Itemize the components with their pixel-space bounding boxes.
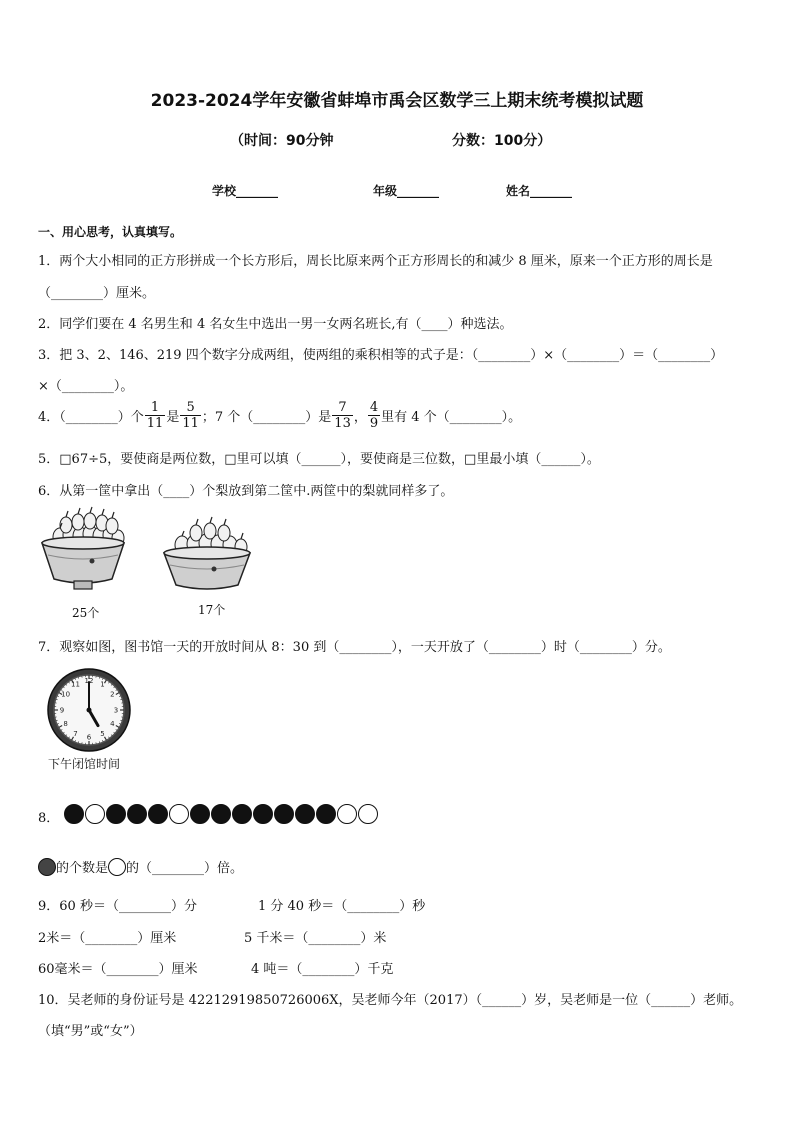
question-4-part-2: 是	[166, 410, 180, 425]
white-circle-icon	[358, 804, 378, 824]
question-9-c: 2米＝（________）厘米	[38, 931, 177, 946]
question-5: 5．□67÷5，要使商是两位数，□里可以填（______），要使商是三位数，□里最小填（______）。	[38, 452, 600, 467]
black-circle-icon	[274, 804, 294, 824]
svg-text:7: 7	[73, 729, 78, 738]
white-circle-icon	[337, 804, 357, 824]
question-3-line-1: 3．把 3、2、146、219 四个数字分成两组，使两组的乘积相等的式子是：（________）×（________）＝（________）	[38, 348, 724, 363]
basket-2-icon	[164, 517, 250, 589]
question-9-b: 1 分 40 秒＝（________）秒	[258, 899, 426, 914]
basket-1-icon	[42, 507, 124, 589]
svg-text:6: 6	[86, 733, 92, 742]
fraction-1-11	[145, 400, 166, 431]
name-field: 姓名_______	[506, 184, 573, 198]
black-circle-icon	[190, 804, 210, 824]
black-circle-icon	[106, 804, 126, 824]
question-4-part-5: 里有 4 个（________）。	[381, 410, 522, 425]
fraction-7-13	[332, 400, 353, 431]
question-9-d: 5 千米＝（________）米	[244, 931, 387, 946]
black-circle-icon	[148, 804, 168, 824]
exam-time: （时间：90分钟	[230, 133, 334, 149]
svg-text:3: 3	[113, 706, 119, 715]
question-4-part-3: ；7 个（________）是	[201, 410, 332, 425]
fraction-4-9	[368, 400, 380, 431]
question-7: 7．观察如图，图书馆一天的开放时间从 8：30 到（________），一天开放了（________）时（________）分。	[38, 640, 671, 655]
section-heading: 一、用心思考，认真填写。	[38, 225, 183, 239]
fraction-denominator: 13	[334, 416, 351, 431]
fraction-numerator: 4	[369, 400, 379, 415]
svg-text:9: 9	[59, 706, 65, 715]
page-title: 2023-2024学年安徽省蚌埠市禹会区数学三上期末统考模拟试题	[150, 91, 644, 111]
svg-text:10: 10	[61, 690, 71, 699]
question-1-line-2: （________）厘米。	[38, 286, 156, 301]
black-circle-icon	[295, 804, 315, 824]
pear-baskets-illustration	[38, 505, 268, 605]
white-circle-icon	[169, 804, 189, 824]
fraction-numerator: 5	[180, 400, 201, 416]
question-10-line-1: 10．吴老师的身份证号是 42212919850726006X，吴老师今年（2017）（______）岁，吴老师是一位（______）老师。	[38, 993, 743, 1008]
svg-text:1: 1	[100, 680, 105, 689]
white-circle-icon	[108, 858, 126, 876]
fraction-5-11	[180, 400, 201, 431]
grade-field: 年级_______	[373, 184, 440, 198]
svg-text:12: 12	[84, 677, 94, 685]
question-9-f: 4 吨＝（________）千克	[251, 962, 394, 977]
question-8-text	[38, 857, 243, 876]
question-3-line-2: ×（________）。	[38, 379, 134, 394]
black-circle-icon	[211, 804, 231, 824]
question-4	[38, 400, 521, 431]
question-2: 2．同学们要在 4 名男生和 4 名女生中选出一男一女两名班长,有（____）种选法。	[38, 317, 513, 332]
question-8-text-2: 的（________）倍。	[126, 861, 244, 876]
fraction-denominator: 11	[182, 416, 199, 431]
svg-text:2: 2	[110, 690, 115, 699]
school-field: 学校_______	[212, 184, 279, 198]
basket-2-count: 17个	[198, 603, 226, 617]
svg-text:5: 5	[100, 729, 105, 738]
black-circle-icon	[64, 804, 84, 824]
question-10-line-2: （填“男”或“女”）	[38, 1024, 143, 1039]
question-9-a: 9．60 秒＝（________）分	[38, 899, 197, 914]
fraction-numerator: 7	[332, 400, 353, 416]
question-4-part-4: ，	[353, 410, 367, 425]
question-4-part-1: 4．（________）个	[38, 410, 144, 425]
question-8-text-1: 的个数是	[56, 861, 109, 876]
svg-text:4: 4	[110, 720, 115, 728]
clock-icon	[46, 667, 132, 753]
fraction-numerator: 1	[145, 400, 166, 416]
question-9-e: 60毫米＝（________）厘米	[38, 962, 198, 977]
black-circle-icon	[253, 804, 273, 824]
white-circle-icon	[85, 804, 105, 824]
exam-score: 分数：100分）	[452, 133, 552, 149]
question-6: 6．从第一筐中拿出（____）个梨放到第二筐中.两筐中的梨就同样多了。	[38, 484, 454, 499]
svg-text:8: 8	[63, 720, 68, 728]
svg-text:11: 11	[71, 680, 80, 689]
question-8-label: 8．	[38, 811, 60, 826]
fraction-denominator: 11	[146, 416, 164, 431]
black-circle-icon	[316, 804, 336, 824]
black-circle-icon	[38, 858, 56, 876]
black-circle-icon	[232, 804, 252, 824]
dots-row	[64, 804, 378, 824]
fraction-denominator: 9	[369, 416, 379, 431]
basket-1-count: 25个	[72, 606, 100, 620]
question-1-line-1: 1．两个大小相同的正方形拼成一个长方形后，周长比原来两个正方形周长的和减少 8 厘米，原来一个正方形的周长是	[38, 254, 713, 269]
black-circle-icon	[127, 804, 147, 824]
clock-caption: 下午闭馆时间	[48, 757, 121, 771]
